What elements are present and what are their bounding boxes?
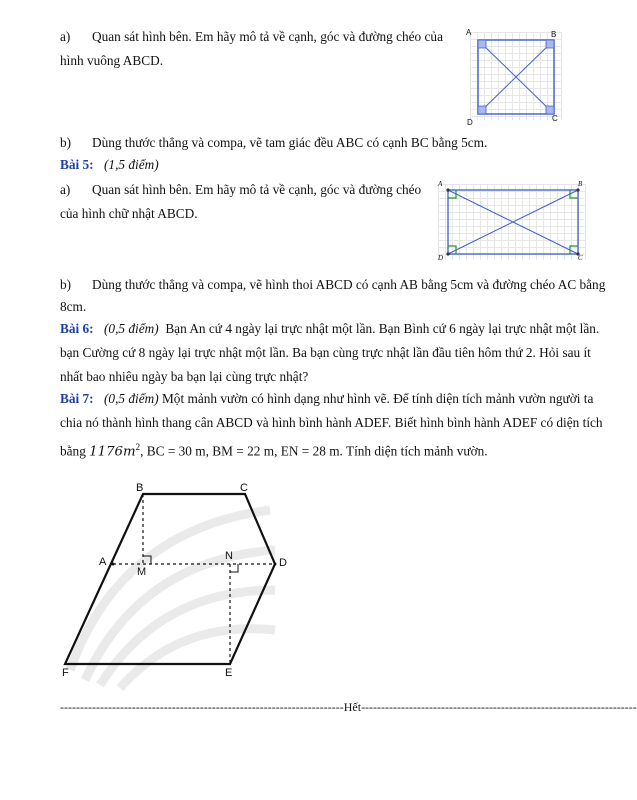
q7-line2 bbox=[60, 414, 603, 432]
q6-title: Bài 6: bbox=[60, 321, 94, 336]
garden-label-f: F bbox=[62, 667, 69, 679]
garden-label-c: C bbox=[240, 482, 248, 494]
q5-a-line2 bbox=[60, 205, 198, 223]
q7-line1 bbox=[60, 390, 593, 408]
q5-b-text2: 8cm. bbox=[60, 299, 87, 314]
rectangle-figure bbox=[438, 184, 586, 260]
q5-a-text2: của hình chữ nhật ABCD. bbox=[60, 206, 198, 221]
square-label-a: A bbox=[466, 28, 472, 37]
q4-a-label: a) bbox=[60, 29, 71, 44]
q7-text2: chia nó thành hình thang cân ABCD và hình bình hành ADEF. Biết hình bình hành ADEF có diện tích bbox=[60, 415, 603, 430]
rect-label-d: D bbox=[438, 254, 444, 262]
q5-b-label: b) bbox=[60, 277, 72, 292]
end-left-dashes: ----------------------------------------------------------------------- bbox=[60, 700, 344, 714]
q5-heading bbox=[60, 156, 159, 174]
q7-line3 bbox=[60, 438, 488, 461]
q5-b-line2 bbox=[60, 298, 86, 316]
q5-a-label: a) bbox=[60, 182, 71, 197]
q7-text3-pre: bằng bbox=[60, 443, 90, 459]
q4-b-text: Dùng thước thẳng và compa, vẽ tam giác đều ABC có cạnh BC bằng 5cm. bbox=[92, 135, 488, 150]
q5-title: Bài 5: bbox=[60, 157, 94, 172]
q4-a-text2: hình vuông ABCD. bbox=[60, 53, 164, 68]
square-label-b: B bbox=[551, 30, 557, 39]
q7-score: (0,5 điểm) bbox=[104, 391, 159, 406]
rectangle-diagram bbox=[438, 184, 586, 260]
square-label-d: D bbox=[467, 118, 473, 127]
garden-label-n: N bbox=[225, 550, 233, 562]
q7-text3-post: , BC = 30 m, BM = 22 m, EN = 28 m. Tính diện tích mảnh vườn. bbox=[140, 443, 488, 459]
q4-a-text1: Quan sát hình bên. Em hãy mô tả về cạnh, góc và đường chéo của bbox=[92, 29, 443, 44]
q4-b-line bbox=[60, 134, 487, 152]
q6-line1 bbox=[60, 320, 599, 338]
garden-label-d: D bbox=[279, 557, 287, 569]
q6-text2: bạn Cường cứ 8 ngày lại trực nhật một lần. Ba bạn cùng trực nhật lần đầu tiên hôm thứ 2. Hỏi sau ít bbox=[60, 345, 591, 360]
garden-label-e: E bbox=[225, 667, 233, 679]
q5-a-line1 bbox=[60, 181, 421, 199]
garden-figure bbox=[55, 478, 315, 688]
q5-score: (1,5 điểm) bbox=[104, 157, 159, 172]
q4-a-line2 bbox=[60, 52, 163, 70]
q4-b-label: b) bbox=[60, 135, 72, 150]
q5-b-line1 bbox=[60, 276, 605, 294]
rect-label-b: B bbox=[578, 180, 583, 188]
q6-line3 bbox=[60, 368, 308, 386]
q5-b-text1: Dùng thước thẳng và compa, vẽ hình thoi ABCD có cạnh AB bằng 5cm và đường chéo AC bằng bbox=[92, 277, 606, 292]
rect-label-c: C bbox=[578, 254, 583, 262]
q6-score: (0,5 điểm) bbox=[104, 321, 159, 336]
q7-text1: Một mảnh vườn có hình dạng như hình vẽ. Để tính diện tích mảnh vườn người ta bbox=[161, 391, 594, 406]
rect-label-a: A bbox=[438, 180, 443, 188]
q4-a-line1 bbox=[60, 28, 443, 46]
garden-label-b: B bbox=[136, 482, 144, 494]
q5-a-text1: Quan sát hình bên. Em hãy mô tả về cạnh, góc và đường chéo bbox=[92, 182, 422, 197]
square-label-c: C bbox=[552, 114, 558, 123]
q7-area-value: 1176m bbox=[89, 444, 136, 460]
q6-text3: nhất bao nhiêu ngày ba bạn lại cùng trực nhật? bbox=[60, 369, 309, 384]
garden-label-m: M bbox=[137, 566, 147, 578]
q6-text1: Bạn An cứ 4 ngày lại trực nhật một lần. Bạn Bình cứ 6 ngày lại trực nhật một lần. bbox=[165, 321, 600, 336]
square-diagram bbox=[470, 32, 562, 120]
q7-area-exponent: 2 bbox=[135, 442, 141, 452]
garden-label-a: A bbox=[99, 556, 107, 568]
q7-title: Bài 7: bbox=[60, 391, 94, 406]
end-separator bbox=[60, 700, 637, 715]
end-right-dashes: --------------------------------------------------------------------- bbox=[361, 700, 637, 714]
end-word: Hết bbox=[343, 700, 362, 714]
q6-line2 bbox=[60, 344, 591, 362]
square-figure bbox=[470, 32, 562, 120]
